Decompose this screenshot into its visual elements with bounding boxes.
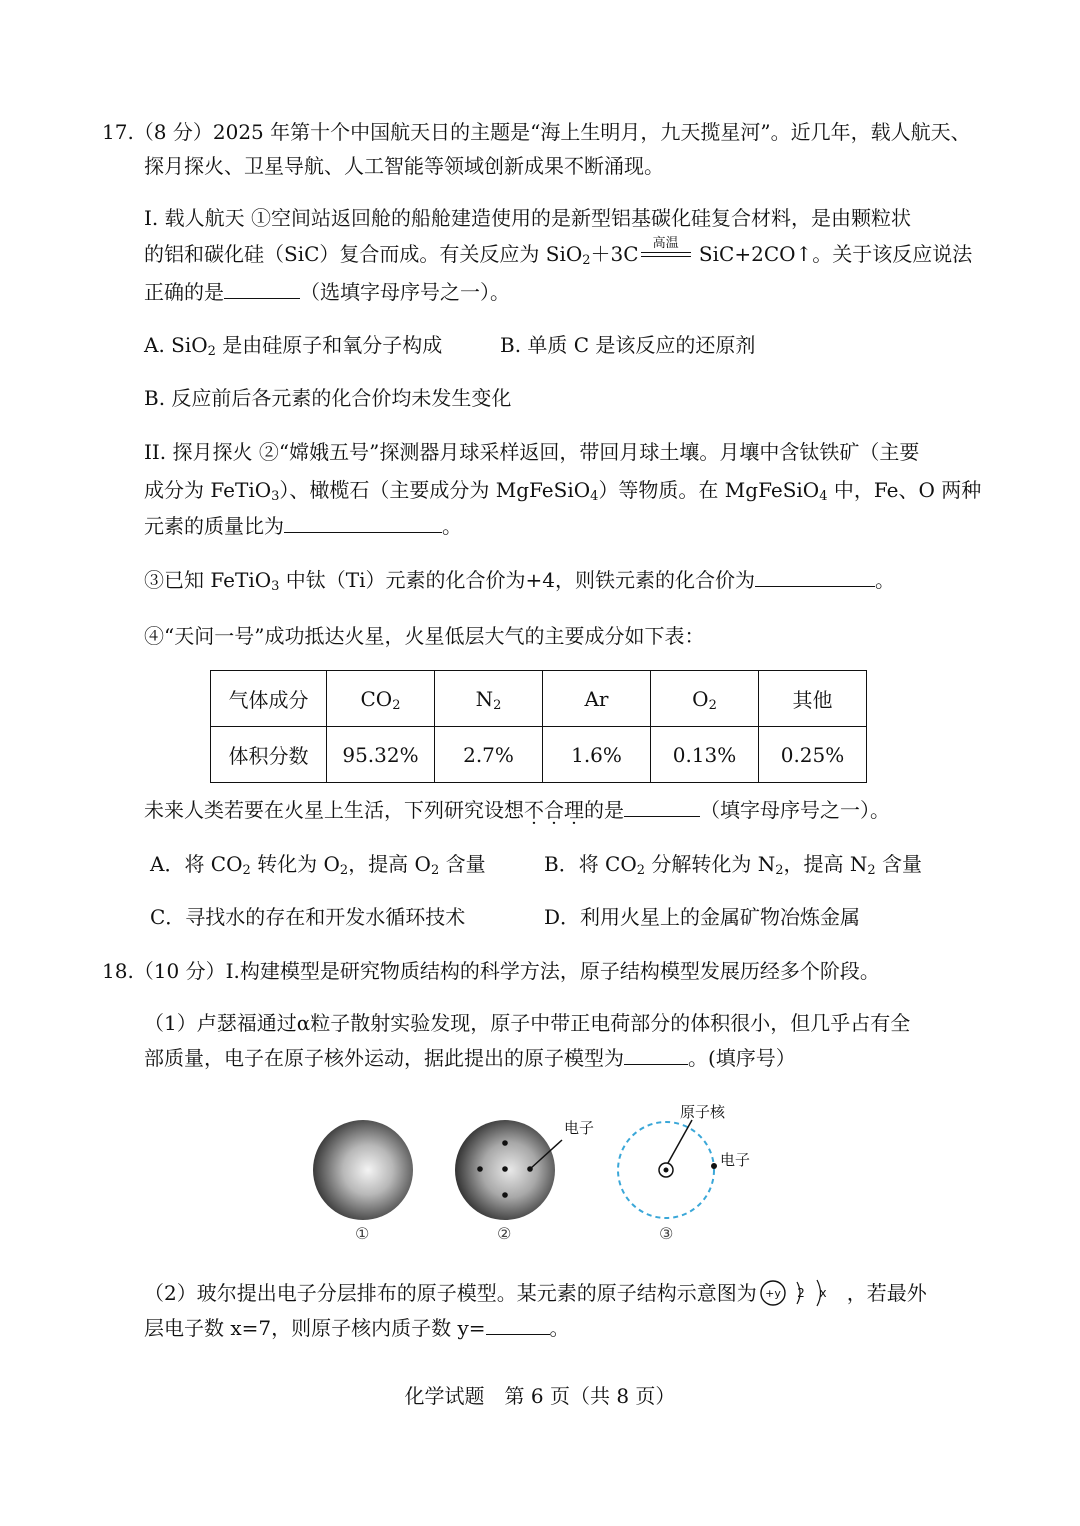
q17-mars-option-b — [544, 850, 922, 878]
q18-s1-line-2 — [144, 1044, 796, 1072]
subscript: 2 — [582, 253, 591, 268]
text: 分解转化为 N — [645, 852, 776, 876]
text: 含量 — [875, 852, 923, 876]
table-header-cell — [759, 671, 867, 727]
text: （选填字母序号之一）。 — [300, 280, 510, 304]
table-cell: 0.13% — [651, 727, 759, 783]
text: ③已知 FeTiO — [144, 568, 272, 592]
text: 。 — [549, 1316, 570, 1340]
answer-blank[interactable] — [755, 566, 875, 587]
table-header-cell — [327, 671, 435, 727]
text: 中，Fe、O 两种 — [827, 478, 982, 502]
shell-1-count: 2 — [796, 1286, 805, 1300]
q17-part1-line-3 — [144, 278, 510, 306]
table-header-cell — [435, 671, 543, 727]
subscript: 4 — [590, 489, 599, 504]
subscript: 2 — [708, 697, 717, 713]
atomic-models-diagram — [300, 1095, 800, 1255]
model-number-1: ① — [355, 1224, 370, 1243]
subscript: 2 — [636, 863, 646, 878]
emphasis-char: 不 — [524, 798, 544, 822]
text: （2）玻尔提出电子分层排布的原子模型。某元素的原子结构示意图为 — [144, 1281, 757, 1305]
q17-part1-line-2 — [144, 236, 973, 268]
condition-text: 高温 — [652, 236, 679, 251]
subscript: 2 — [207, 344, 216, 359]
q17-mars-option-a — [150, 850, 486, 878]
table-cell: 1.6% — [543, 727, 651, 783]
answer-blank[interactable] — [224, 278, 300, 299]
equals-sign — [641, 252, 691, 257]
q17-part1-line-1: I. 载人航天 ①空间站返回舱的船舱建造使用的是新型铝基碳化硅复合材料，是由颗粒状 — [144, 206, 911, 230]
q17-part2-q4: ④“天问一号”成功抵达火星，火星低层大气的主要成分如下表： — [144, 624, 705, 648]
atom-structure-icon — [757, 1278, 847, 1308]
q18-s1-line-1: （1）卢瑟福通过α粒子散射实验发现，原子中带正电荷部分的体积很小，但几乎占有全 — [144, 1011, 911, 1035]
text: 中钛（Ti）元素的化合价为+4，则铁元素的化合价为 — [279, 568, 755, 592]
q17-option-a — [144, 331, 442, 359]
text: ＋3C — [590, 242, 639, 266]
mars-atmosphere-table — [210, 670, 867, 783]
model-number-3: ③ — [659, 1224, 674, 1243]
table-cell: 0.25% — [759, 727, 867, 783]
text: 元素的质量比为 — [144, 514, 284, 538]
q17-part2-line-2 — [144, 476, 981, 504]
shell-2-count: x — [819, 1286, 827, 1300]
text: 部质量，电子在原子核外运动，据此提出的原子模型为 — [144, 1046, 624, 1070]
text: 正确的是 — [144, 280, 224, 304]
answer-blank[interactable] — [624, 1044, 688, 1065]
electron-dot — [502, 1166, 508, 1172]
table-header-cell — [543, 671, 651, 727]
answer-blank[interactable] — [624, 796, 700, 817]
electron-dot — [477, 1166, 483, 1172]
table-header-label: 气体成分 — [211, 671, 327, 727]
q18-s2-line-1 — [144, 1278, 927, 1308]
answer-blank[interactable] — [486, 1314, 550, 1335]
q17-option-b: B. 单质 C 是该反应的还原剂 — [500, 333, 756, 357]
text: 转化为 O — [250, 852, 340, 876]
table-header-cell — [651, 671, 759, 727]
subscript: 2 — [867, 863, 876, 878]
text: A. SiO — [144, 333, 208, 357]
table-row-label: 体积分数 — [211, 727, 327, 783]
text: A．将 CO — [150, 852, 243, 876]
q17-option-c: B. 反应前后各元素的化合价均未发生变化 — [144, 386, 512, 410]
subscript: 2 — [775, 863, 784, 878]
gas-name: CO — [360, 686, 393, 711]
leader-line — [668, 1120, 692, 1163]
q18-line-1: 18.（10 分）I.构建模型是研究物质结构的科学方法，原子结构模型发展历经多个阶段。 — [102, 959, 880, 983]
subscript: 2 — [493, 697, 502, 713]
text: B．将 CO — [544, 852, 637, 876]
text: 成分为 FeTiO — [144, 478, 272, 502]
text: 的铝和碳化硅（SiC）复合而成。有关反应为 SiO — [144, 242, 583, 266]
answer-blank[interactable] — [284, 512, 442, 533]
q17-mars-option-d: D．利用火星上的金属矿物冶炼金属 — [544, 905, 861, 929]
model-number-2: ② — [497, 1224, 512, 1243]
subscript: 2 — [242, 863, 251, 878]
reaction-condition — [641, 236, 691, 257]
table-row — [211, 727, 867, 783]
text: ，若最外 — [846, 1281, 927, 1305]
emphasis-char: 合 — [544, 798, 564, 822]
subscript: 3 — [271, 489, 280, 504]
q17-after-table — [144, 796, 890, 824]
gas-name: O — [692, 686, 709, 711]
electron-dot — [502, 1140, 508, 1146]
text: 是由硅原子和氧分子构成 — [215, 333, 443, 357]
text: 。 — [442, 514, 462, 538]
text: ）等物质。在 MgFeSiO — [598, 478, 820, 502]
nucleus-dot — [664, 1168, 669, 1173]
table-cell: 95.32% — [327, 727, 435, 783]
text: 。(填序号） — [688, 1046, 796, 1070]
gas-name: 其他 — [792, 688, 833, 712]
table-header-row — [211, 671, 867, 727]
emphasis-char: 理 — [564, 798, 584, 822]
q17-line-2: 探月探火、卫星导航、人工智能等领域创新成果不断涌现。 — [144, 154, 664, 178]
text: ）、橄榄石（主要成分为 MgFeSiO — [279, 478, 591, 502]
text: ，提高 O — [348, 852, 431, 876]
label-nucleus: 原子核 — [680, 1103, 726, 1121]
text: 未来人类若要在火星上生活，下列研究设想 — [144, 798, 524, 822]
subscript: 2 — [339, 863, 349, 878]
text: SiC+2CO↑。关于该反应说法 — [692, 242, 973, 266]
q17-mars-option-c: C．寻找水的存在和开发水循环技术 — [150, 905, 466, 929]
q18-s2-line-2 — [144, 1314, 570, 1342]
q17-part2-line-3 — [144, 512, 462, 540]
subscript: 3 — [271, 579, 280, 594]
text: 。 — [874, 568, 895, 592]
label-electron-1: 电子 — [564, 1119, 595, 1137]
electron-dot — [711, 1163, 717, 1169]
text: 含量 — [439, 852, 486, 876]
model-1-sphere — [313, 1120, 413, 1220]
nucleus-charge: +y — [764, 1287, 781, 1300]
gas-name: Ar — [584, 686, 609, 711]
electron-dot — [502, 1192, 508, 1198]
text: （填字母序号之一）。 — [700, 798, 890, 822]
subscript: 2 — [392, 697, 401, 713]
subscript: 4 — [819, 489, 828, 504]
q17-part2-line-1: II. 探月探火 ②“嫦娥五号”探测器月球采样返回，带回月球土壤。月壤中含钛铁矿（主要 — [144, 440, 920, 464]
page-footer: 化学试题 第 6 页（共 8 页） — [404, 1384, 676, 1408]
q17-line-1: 17.（8 分）2025 年第十个中国航天日的主题是“海上生明月，九天揽星河”。近几年，载人航天、 — [102, 120, 971, 144]
q17-part2-q3 — [144, 566, 895, 594]
text: 层电子数 x=7，则原子核内质子数 y= — [144, 1316, 486, 1340]
label-electron-2: 电子 — [720, 1151, 751, 1169]
text: 的是 — [584, 798, 624, 822]
table-cell: 2.7% — [435, 727, 543, 783]
subscript: 2 — [430, 863, 440, 878]
gas-name: N — [475, 686, 494, 711]
text: ，提高 N — [783, 852, 868, 876]
